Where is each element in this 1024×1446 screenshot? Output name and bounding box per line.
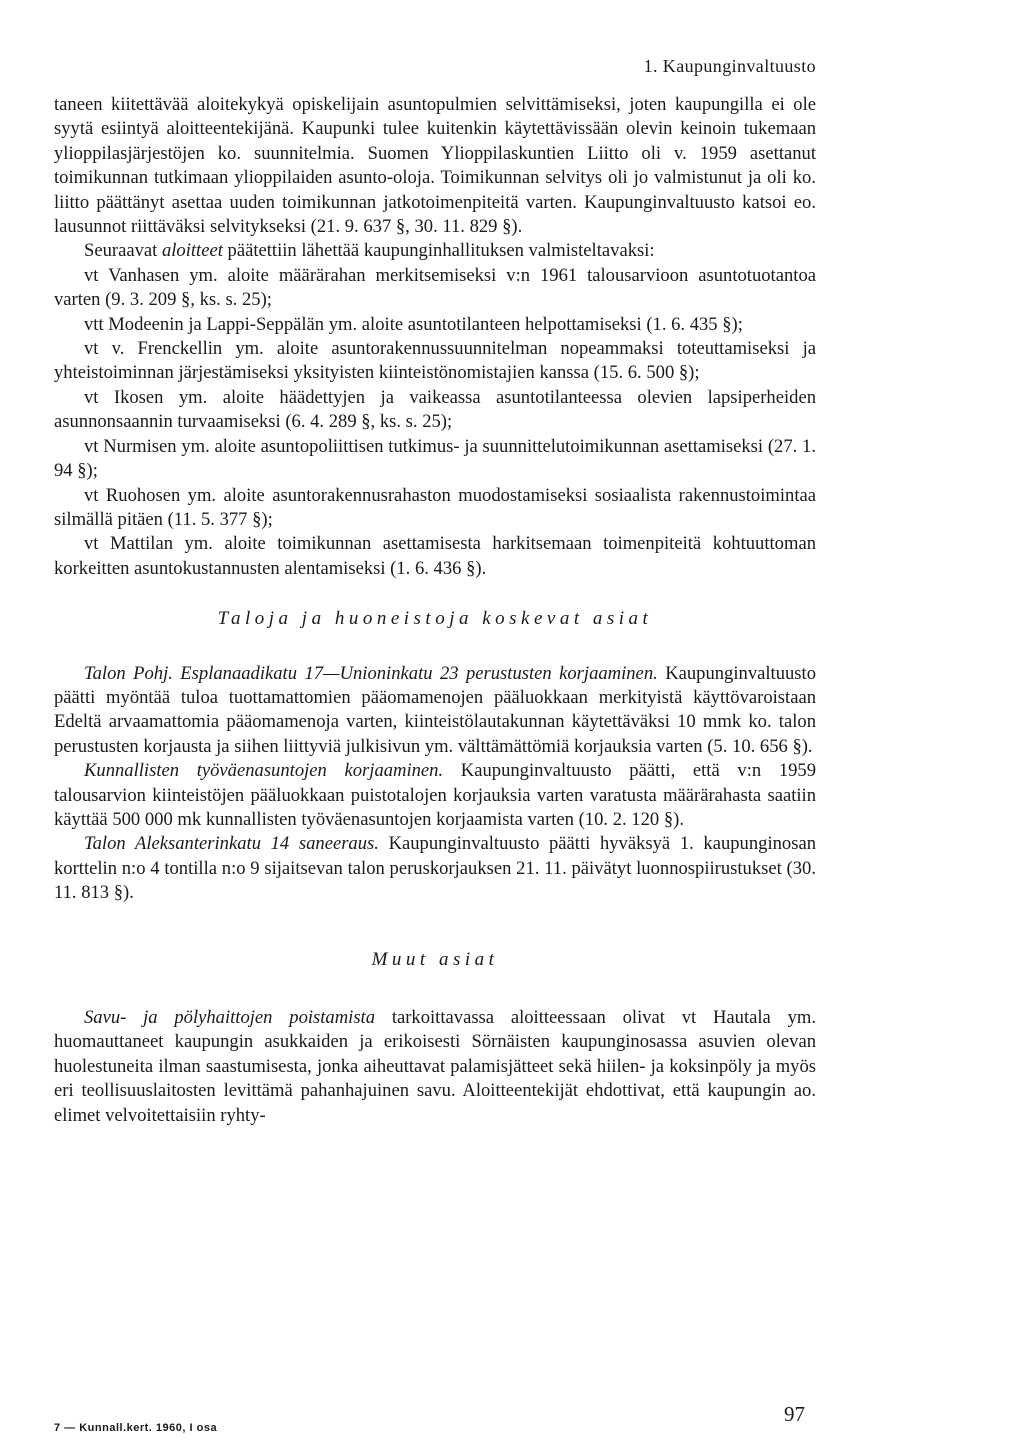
entry-title: Talon Aleksanterinkatu 14 saneeraus. — [84, 833, 379, 855]
entry-text: Kaupunginvaltuusto päätti myöntää tuloa tuottamattomien pääomamenojen pääluokkaan merkityistä käyttövaroistaan Edeltä arvaamattomia pääomamenoja varten, kiinteistölautakunnan käytettäväksi 10 mmk ko. talon perustusten korjausta ja siihen liittyviä julkisivun ym. välttämättömiä korjauksia varten (5. 10. 656 §). — [54, 662, 816, 757]
aloite-item: vt Nurmisen ym. aloite asuntopoliittisen tutkimus- ja suunnittelutoimikunnan asettamiseksi (27. 1. 94 §); — [54, 435, 816, 482]
section-entry — [54, 759, 816, 832]
aloite-item: vt Ruohosen ym. aloite asuntorakennusrahaston muodostamiseksi sosiaalista rakennustoimintaa silmällä pitäen (11. 5. 377 §); — [54, 484, 816, 530]
intro-text-before: Seuraavat — [84, 240, 162, 262]
printer-signature: 7 — Kunnall.kert. 1960, I osa — [54, 1422, 218, 1434]
intro-text-after: päätettiin lähettää kaupunginhallituksen valmisteltavaksi: — [222, 240, 655, 262]
aloite-item: vt Ikosen ym. aloite häädettyjen ja vaikeassa asuntotilanteessa olevien lapsiperheiden asunnonsaannin turvaamiseksi (6. 4. 289 §, ks. s. 25); — [54, 386, 816, 433]
section-entry — [54, 832, 816, 905]
intro-emphasis: aloitteet — [161, 240, 223, 262]
entry-text: Kaupunginvaltuusto päätti hyväksyä 1. kaupunginosan korttelin n:o 4 tontilla n:o 9 sijaitsevan talon peruskorjauksen 21. 11. päivätyt luonnospiirustukset (30. 11. 813 §). — [54, 833, 816, 904]
running-header: 1. Kaupunginvaltuusto — [643, 56, 816, 76]
section-entry — [54, 662, 816, 760]
aloite-item: vt Vanhasen ym. aloite määrärahan merkitsemiseksi v:n 1961 talousarvioon asuntotuotantoa varten (9. 3. 209 §, ks. s. 25); — [54, 264, 816, 311]
entry-title: Kunnallisten työväenasuntojen korjaaminen. — [84, 760, 444, 782]
section-entry — [54, 1006, 816, 1128]
aloite-item: vtt Modeenin ja Lappi-Seppälän ym. aloite asuntotilanteen helpottamiseksi (1. 6. 435 §); — [84, 313, 743, 335]
entry-text: Kaupunginvaltuusto päätti, että v:n 1959 talousarvion kiinteistöjen pääluokkaan puistotalojen korjauksia varten varatusta määrärahasta saatiin käyttää 500 000 mk kunnallisten työväenasuntojen korjaamista varten (10. 2. 120 §). — [54, 760, 817, 830]
entry-title: Savu- ja pölyhaittojen poistamista — [84, 1007, 376, 1028]
document-body — [54, 93, 816, 1128]
section-heading-buildings: Taloja ja huoneistoja koskevat asiat — [217, 608, 653, 630]
aloitteet-intro — [54, 239, 816, 263]
entry-title: Talon Pohj. Esplanaadikatu 17—Unioninkatu 23 perustusten korjaaminen. — [84, 662, 658, 684]
aloite-item: vt v. Frenckellin ym. aloite asuntorakennussuunnitelman nopeammaksi toteuttamiseksi ja yhteistoiminnan järjestämiseksi yksityisten kiinteistönomistajien kanssa (15. 6. 500 §); — [54, 338, 816, 384]
aloite-item: vt Mattilan ym. aloite toimikunnan asettamisesta harkitsemaan toimenpiteitä kohtuuttoman korkeitten asuntokustannusten alentamiseksi (1. 6. 436 §). — [54, 533, 816, 579]
page-number: 97 — [784, 1402, 805, 1426]
section-heading-other: Muut asiat — [371, 948, 499, 970]
paragraph-student-housing: taneen kiitettävää aloitekykyä opiskelijain asuntopulmien selvittämiseksi, joten kaupungilla ei ole syytä esiintyä aloitteentekijänä. Kaupunki tulee kuitenkin käytettävissään olevin keinoin tukemaan ylioppilasjärjestöjen ko. suunnitelmia. Suomen Ylioppilaskuntien Liitto oli v. 1959 asettanut toimikunnan tutkimaan ylioppilaiden asunto-oloja. Toimikunnan selvitys oli jo valmistunut ja oli ko. liitto päättänyt asettaa uuden toimikunnan jatkotoimenpiteitä varten. Kaupunginvaltuusto katsoi eo. lausunnot riittäväksi selvitykseksi (21. 9. 637 §, 30. 11. 829 §). — [54, 94, 816, 238]
entry-text: tarkoittavassa aloitteessaan olivat vt Hautala ym. huomauttaneet kaupungin asukkaiden ja erikoisesti Sörnäisten kaupunginosassa asuvien olevan huolestuneita ilman saastumisesta, jonka aiheuttavat palamisjätteet sekä hiilen- ja koksinpöly ja myös eri teollisuuslaitosten levittämä pahanhajuinen savu. Aloitteentekijät ehdottivat, että kaupungin ao. elimet velvoitettaisiin ryhty- — [54, 1007, 816, 1126]
